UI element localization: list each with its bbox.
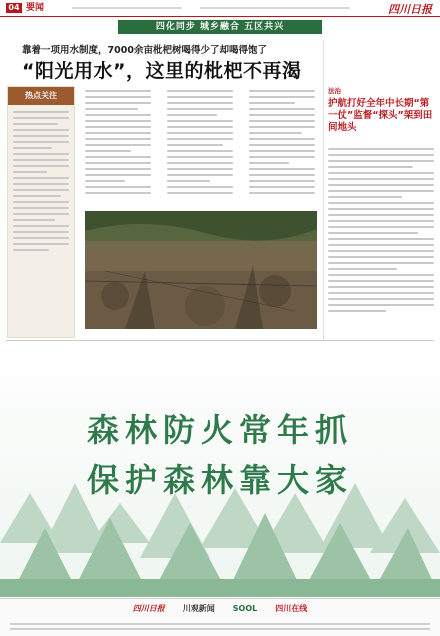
article-column-1 [85,90,151,198]
right-column-text [328,148,434,316]
right-column-tag: 法治 [328,87,341,95]
right-column-title: 护航打好全年中长期“第一仗”监督“探头”架到田间地头 [328,98,433,133]
date-line-placeholder [72,7,182,9]
footer-logo-4: 四川在线 [275,604,308,613]
fire-prevention-ad [0,343,440,597]
article-column-3 [249,90,315,198]
footer-text-placeholder [10,623,430,625]
masthead [0,0,440,17]
article-kicker: 靠着一项用水制度，7000余亩枇杷树喝得少了却喝得饱了 [22,45,267,56]
newspaper-logo: 四川日报 [388,3,432,16]
article-headline: “阳光用水”，这里的枇杷不再渴 [22,60,302,82]
page-footer [0,598,440,636]
column-divider [323,40,324,340]
sidebar-text [13,111,69,255]
ad-slogan-line-1: 森林防火常年抓 [86,411,353,449]
article-photo [85,211,317,329]
footer-logo-3: SOOL [232,604,258,613]
sidebar-title: 热点关注 [8,87,74,105]
article-column-2 [167,90,233,198]
right-column [328,86,434,336]
footer-logo-1: 四川日报 [132,603,165,613]
ad-slogan-line-2: 保护森林靠大家 [86,461,353,499]
section-divider [6,340,434,341]
footer-logo-2: 川观新闻 [182,604,215,613]
footer-text-placeholder-2 [10,628,430,630]
sidebar-box [7,86,75,338]
page-number: 04 [6,3,22,13]
contact-line-placeholder [200,7,350,9]
topic-banner: 四化同步 城乡融合 五区共兴 [118,20,322,34]
section-label: 要闻 [26,3,45,13]
footer-logos [0,603,440,614]
